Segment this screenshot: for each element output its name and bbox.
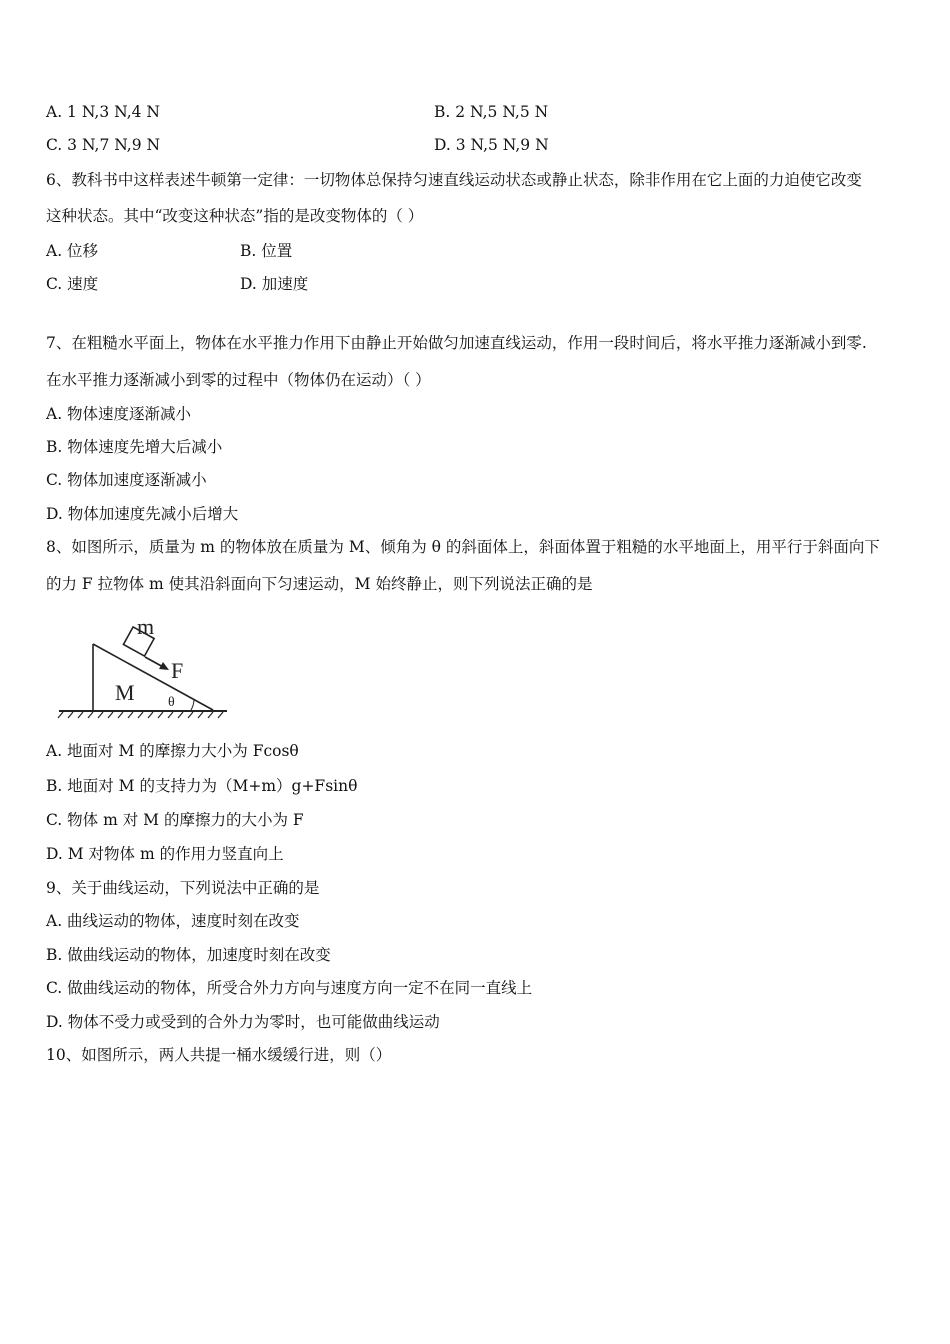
q5-option-a: A. 1 N,3 N,4 N <box>46 103 160 121</box>
q8-option-b: B. 地面对 M 的支持力为（M+m）g+Fsinθ <box>46 777 358 795</box>
q6-option-row-2 <box>46 274 309 294</box>
q5-option-row-1 <box>46 102 549 122</box>
q6-option-b: B. 位置 <box>240 242 293 260</box>
q8-stem-line2: 的力 F 拉物体 m 使其沿斜面向下匀速运动，M 始终静止，则下列说法正确的是 <box>46 575 593 593</box>
q9-stem: 9、关于曲线运动，下列说法中正确的是 <box>46 879 320 897</box>
label-F: F <box>171 658 184 683</box>
q6-stem-line2: 这种状态。其中“改变这种状态”指的是改变物体的（ ） <box>46 207 424 225</box>
q6-option-row-1 <box>46 241 293 261</box>
q6-option-c: C. 速度 <box>46 275 99 293</box>
q8-stem-line1: 8、如图所示，质量为 m 的物体放在质量为 M、倾角为 θ 的斜面体上，斜面体置于粗糙的水平地面上，用平行于斜面向下 <box>46 538 880 556</box>
q7-option-a: A. 物体速度逐渐减小 <box>46 405 192 423</box>
q6-option-a: A. 位移 <box>46 242 99 260</box>
label-theta: θ <box>168 695 175 710</box>
q7-option-d: D. 物体加速度先减小后增大 <box>46 505 239 523</box>
q7-stem-line1: 7、在粗糙水平面上，物体在水平推力作用下由静止开始做匀加速直线运动，作用一段时间后，将水平推力逐渐减小到零. <box>46 334 867 352</box>
q6-option-d: D. 加速度 <box>240 275 309 293</box>
label-M: M <box>115 680 135 705</box>
q8-option-c: C. 物体 m 对 M 的摩擦力的大小为 F <box>46 811 304 829</box>
q10-stem: 10、如图所示，两人共提一桶水缓缓行进，则（） <box>46 1046 392 1064</box>
q6-stem-line1: 6、教科书中这样表述牛顿第一定律：一切物体总保持匀速直线运动状态或静止状态，除非作用在它上面的力迫使它改变 <box>46 171 862 189</box>
q5-option-b: B. 2 N,5 N,5 N <box>434 103 549 121</box>
incline-slope <box>93 644 213 710</box>
q9-option-c: C. 做曲线运动的物体，所受合外力方向与速度方向一定不在同一直线上 <box>46 979 533 997</box>
q7-option-b: B. 物体速度先增大后减小 <box>46 438 223 456</box>
q7-stem-line2: 在水平推力逐渐减小到零的过程中（物体仍在运动）（ ） <box>46 371 431 389</box>
q9-option-b: B. 做曲线运动的物体，加速度时刻在改变 <box>46 946 331 964</box>
q5-option-c: C. 3 N,7 N,9 N <box>46 136 161 154</box>
q5-option-d: D. 3 N,5 N,9 N <box>434 136 549 154</box>
ground-hatching <box>58 712 223 718</box>
q7-option-c: C. 物体加速度逐渐减小 <box>46 471 207 489</box>
label-m: m <box>137 614 155 639</box>
q9-option-d: D. 物体不受力或受到的合外力为零时，也可能做曲线运动 <box>46 1013 440 1031</box>
q9-option-a: A. 曲线运动的物体，速度时刻在改变 <box>46 912 300 930</box>
q8-option-a: A. 地面对 M 的摩擦力大小为 Fcosθ <box>46 742 299 760</box>
q5-option-row-2 <box>46 135 549 155</box>
incline-diagram <box>55 612 235 722</box>
q8-option-d: D. M 对物体 m 的作用力竖直向上 <box>46 845 284 863</box>
theta-arc <box>191 700 194 710</box>
